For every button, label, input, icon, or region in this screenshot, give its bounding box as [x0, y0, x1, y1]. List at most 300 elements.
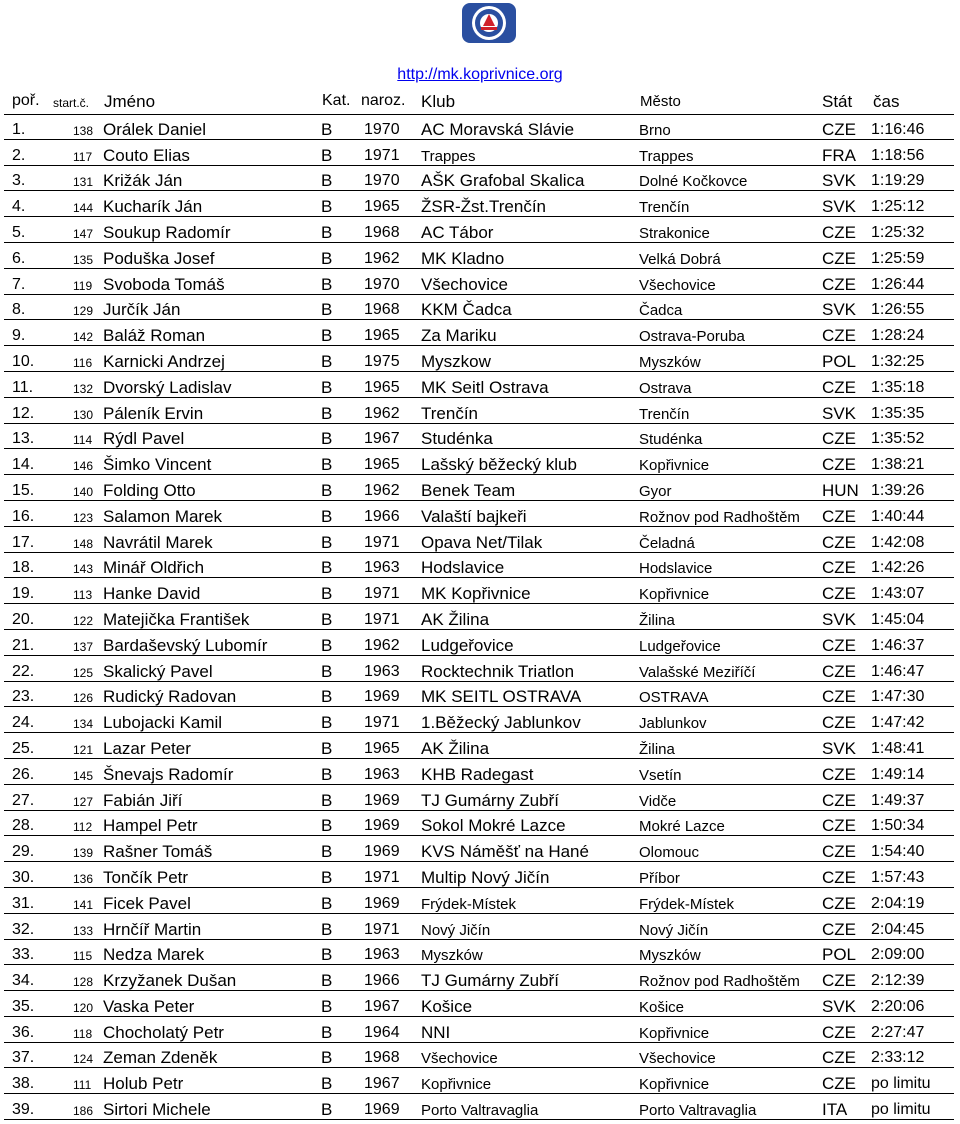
name-cell: Karnicki Andrzej	[103, 351, 225, 371]
start-number-cell: 111	[73, 1078, 92, 1093]
country-cell: CZE	[822, 661, 856, 681]
start-number-cell: 186	[73, 1104, 94, 1119]
name-cell: Hanke David	[103, 584, 201, 604]
time-cell: 1:42:08	[871, 533, 925, 551]
time-cell: 1:39:26	[871, 481, 925, 499]
table-row	[4, 269, 954, 295]
name-cell: Páleník Ervin	[103, 403, 204, 423]
category-cell: B	[321, 1022, 333, 1042]
club-cell: Trappes	[421, 147, 476, 165]
category-cell: B	[321, 1100, 333, 1120]
city-cell: Olomouc	[639, 844, 700, 862]
table-row	[4, 191, 954, 217]
club-cell: AŠK Grafobal Skalica	[421, 171, 585, 191]
start-number-cell: 132	[73, 381, 94, 396]
birth-year-cell: 1971	[364, 146, 400, 164]
time-cell: 1:49:14	[871, 765, 925, 783]
table-row	[4, 140, 954, 166]
club-cell: Frýdek-Místek	[421, 895, 517, 913]
table-row	[4, 449, 954, 475]
city-cell: Rožnov pod Radhoštěm	[639, 973, 800, 991]
country-cell: CZE	[822, 326, 856, 346]
club-cell: Košice	[421, 996, 473, 1016]
rank-cell: 12.	[12, 404, 35, 422]
birth-year-cell: 1968	[364, 223, 400, 241]
club-cell: MK SEITL OSTRAVA	[421, 687, 582, 707]
start-number-cell: 145	[73, 768, 94, 783]
rank-cell: 3.	[12, 172, 26, 190]
category-cell: B	[321, 661, 333, 681]
country-cell: CZE	[822, 248, 856, 268]
time-cell: 1:28:24	[871, 327, 925, 345]
city-cell: Kopřivnice	[639, 457, 710, 475]
club-cell: KKM Čadca	[421, 300, 512, 320]
name-cell: Chocholatý Petr	[103, 1022, 224, 1042]
website-link[interactable]: http://mk.koprivnice.org	[397, 66, 563, 83]
country-cell: CZE	[822, 764, 856, 784]
time-cell: 1:46:37	[871, 636, 925, 654]
header-kat: Kat.	[322, 92, 351, 109]
time-cell: 1:32:25	[871, 352, 925, 370]
category-cell: B	[321, 248, 333, 268]
name-cell: Hampel Petr	[103, 816, 198, 836]
start-number-cell: 137	[73, 639, 94, 654]
table-row	[4, 785, 954, 811]
country-cell: FRA	[822, 145, 856, 165]
category-cell: B	[321, 790, 333, 810]
time-cell: po limitu	[871, 1075, 931, 1093]
rank-cell: 28.	[12, 817, 35, 835]
header-rank: poř.	[12, 92, 40, 109]
table-row	[4, 862, 954, 888]
club-cell: KVS Náměšť na Hané	[421, 842, 589, 862]
rank-cell: 9.	[12, 327, 26, 345]
rank-cell: 11.	[12, 378, 34, 396]
time-cell: 2:04:19	[871, 894, 925, 912]
table-row	[4, 914, 954, 940]
time-cell: 2:12:39	[871, 972, 925, 990]
city-cell: Trappes	[639, 147, 694, 165]
category-cell: B	[321, 506, 333, 526]
header-state: Stát	[822, 92, 853, 111]
start-number-cell: 141	[73, 897, 94, 912]
country-cell: SVK	[822, 996, 857, 1016]
club-cell: Nový Jičín	[421, 921, 491, 939]
name-cell: Holub Petr	[103, 1074, 184, 1094]
club-cell: MK Seitl Ostrava	[421, 377, 549, 397]
start-number-cell: 125	[73, 665, 94, 680]
city-cell: Žilina	[639, 611, 675, 629]
time-cell: 1:18:56	[871, 146, 925, 164]
category-cell: B	[321, 197, 333, 217]
country-cell: CZE	[822, 687, 856, 707]
city-cell: Trenčín	[639, 405, 690, 423]
start-number-cell: 148	[73, 536, 94, 551]
table-row	[4, 217, 954, 243]
category-cell: B	[321, 842, 333, 862]
time-cell: 1:38:21	[871, 456, 925, 474]
name-cell: Soukup Radomír	[103, 222, 231, 242]
country-cell: CZE	[822, 558, 856, 578]
table-row	[4, 424, 954, 450]
birth-year-cell: 1965	[364, 378, 400, 396]
city-cell: Myszków	[639, 353, 701, 371]
start-number-cell: 142	[73, 330, 94, 345]
start-number-cell: 119	[73, 278, 93, 293]
start-number-cell: 115	[73, 949, 93, 964]
name-cell: Folding Otto	[103, 480, 196, 500]
country-cell: CZE	[822, 635, 856, 655]
club-cell: Studénka	[421, 429, 493, 449]
name-cell: Krzyžanek Dušan	[103, 971, 237, 991]
city-cell: Rožnov pod Radhoštěm	[639, 508, 800, 526]
rank-cell: 19.	[12, 585, 35, 603]
rank-cell: 39.	[12, 1101, 35, 1119]
name-cell: Nedza Marek	[103, 945, 205, 965]
city-cell: Ludgeřovice	[639, 637, 721, 655]
birth-year-cell: 1965	[364, 327, 400, 345]
club-cell: NNI	[421, 1022, 451, 1042]
category-cell: B	[321, 687, 333, 707]
start-number-cell: 128	[73, 975, 94, 990]
club-cell: Porto Valtravaglia	[421, 1102, 539, 1120]
category-cell: B	[321, 816, 333, 836]
table-row	[4, 940, 954, 966]
category-cell: B	[321, 1074, 333, 1094]
name-cell: Baláž Roman	[103, 326, 206, 346]
country-cell: POL	[822, 351, 857, 371]
start-number-cell: 121	[73, 742, 94, 757]
country-cell: SVK	[822, 609, 857, 629]
table-row	[4, 166, 954, 192]
table-row	[4, 888, 954, 914]
country-cell: CZE	[822, 532, 856, 552]
rank-cell: 30.	[12, 868, 35, 886]
city-cell: Kopřivnice	[639, 1024, 710, 1042]
start-number-cell: 130	[73, 407, 94, 422]
rank-cell: 24.	[12, 714, 35, 732]
rank-cell: 26.	[12, 765, 35, 783]
country-cell: CZE	[822, 842, 856, 862]
city-cell: Studénka	[639, 431, 703, 449]
start-number-cell: 113	[73, 588, 93, 603]
time-cell: 1:19:29	[871, 172, 925, 190]
name-cell: Orálek Daniel	[103, 119, 206, 139]
birth-year-cell: 1966	[364, 972, 400, 990]
time-cell: 1:25:32	[871, 223, 925, 241]
country-cell: POL	[822, 945, 857, 965]
rank-cell: 10.	[12, 352, 35, 370]
name-cell: Dvorský Ladislav	[103, 377, 232, 397]
birth-year-cell: 1971	[364, 920, 400, 938]
birth-year-cell: 1967	[364, 1075, 400, 1093]
country-cell: CZE	[822, 1022, 856, 1042]
birth-year-cell: 1968	[364, 301, 400, 319]
birth-year-cell: 1967	[364, 430, 400, 448]
time-cell: 1:54:40	[871, 843, 925, 861]
birth-year-cell: 1969	[364, 894, 400, 912]
rank-cell: 32.	[12, 920, 35, 938]
club-cell: TJ Gumárny Zubří	[421, 971, 559, 991]
club-cell: Benek Team	[421, 480, 516, 500]
country-cell: CZE	[822, 816, 856, 836]
start-number-cell: 124	[73, 1052, 94, 1067]
rank-cell: 35.	[12, 997, 35, 1015]
birth-year-cell: 1969	[364, 1101, 400, 1119]
category-cell: B	[321, 584, 333, 604]
category-cell: B	[321, 996, 333, 1016]
time-cell: 1:46:47	[871, 662, 925, 680]
birth-year-cell: 1966	[364, 507, 400, 525]
birth-year-cell: 1962	[364, 636, 400, 654]
rank-cell: 33.	[12, 946, 35, 964]
rank-cell: 23.	[12, 688, 35, 706]
rank-cell: 22.	[12, 662, 35, 680]
table-row	[4, 682, 954, 708]
country-cell: CZE	[822, 919, 856, 939]
country-cell: ITA	[822, 1100, 848, 1120]
birth-year-cell: 1965	[364, 456, 400, 474]
country-cell: SVK	[822, 403, 857, 423]
rank-cell: 20.	[12, 610, 35, 628]
club-cell: Opava Net/Tilak	[421, 532, 543, 552]
birth-year-cell: 1969	[364, 817, 400, 835]
category-cell: B	[321, 532, 333, 552]
name-cell: Kucharík Ján	[103, 197, 203, 217]
start-number-cell: 135	[73, 252, 94, 267]
category-cell: B	[321, 764, 333, 784]
club-cell: Za Mariku	[421, 326, 497, 346]
start-number-cell: 146	[73, 459, 94, 474]
header-name: Jméno	[104, 92, 156, 111]
table-row	[4, 759, 954, 785]
race-logo	[461, 2, 517, 44]
category-cell: B	[321, 558, 333, 578]
start-number-cell: 117	[73, 149, 93, 164]
club-cell: ŽSR-Žst.Trenčín	[421, 197, 546, 217]
city-cell: Čeladná	[639, 534, 695, 552]
category-cell: B	[321, 300, 333, 320]
time-cell: 1:16:46	[871, 120, 925, 138]
name-cell: Lazar Peter	[103, 738, 191, 758]
country-cell: CZE	[822, 506, 856, 526]
birth-year-cell: 1964	[364, 1023, 400, 1041]
country-cell: CZE	[822, 790, 856, 810]
name-cell: Rudický Radovan	[103, 687, 237, 707]
club-cell: AK Žilina	[421, 609, 490, 629]
table-row	[4, 114, 954, 140]
time-cell: 2:09:00	[871, 946, 925, 964]
name-cell: Minář Oldřich	[103, 558, 205, 578]
name-cell: Šimko Vincent	[103, 455, 212, 475]
club-cell: KHB Radegast	[421, 764, 534, 784]
rank-cell: 18.	[12, 559, 35, 577]
start-number-cell: 118	[73, 1026, 93, 1041]
header-city: Město	[640, 93, 681, 110]
time-cell: 1:26:44	[871, 275, 925, 293]
country-cell: CZE	[822, 455, 856, 475]
category-cell: B	[321, 971, 333, 991]
category-cell: B	[321, 171, 333, 191]
start-number-cell: 143	[73, 562, 94, 577]
birth-year-cell: 1965	[364, 198, 400, 216]
table-row	[4, 1068, 954, 1094]
city-cell: Brno	[639, 121, 671, 139]
country-cell: CZE	[822, 1074, 856, 1094]
country-cell: CZE	[822, 584, 856, 604]
city-cell: Košice	[639, 998, 685, 1016]
club-cell: Myszków	[421, 947, 483, 965]
country-cell: SVK	[822, 197, 857, 217]
start-number-cell: 147	[73, 226, 94, 241]
name-cell: Rýdl Pavel	[103, 429, 185, 449]
table-row	[4, 811, 954, 837]
rank-cell: 2.	[12, 146, 26, 164]
category-cell: B	[321, 480, 333, 500]
club-cell: Rocktechnik Triatlon	[421, 661, 575, 681]
birth-year-cell: 1969	[364, 843, 400, 861]
start-number-cell: 136	[73, 871, 94, 886]
rank-cell: 15.	[12, 481, 35, 499]
country-cell: CZE	[822, 893, 856, 913]
table-row	[4, 1017, 954, 1043]
category-cell: B	[321, 377, 333, 397]
category-cell: B	[321, 738, 333, 758]
time-cell: 1:48:41	[871, 739, 925, 757]
category-cell: B	[321, 351, 333, 371]
category-cell: B	[321, 919, 333, 939]
rank-cell: 7.	[12, 275, 26, 293]
category-cell: B	[321, 145, 333, 165]
club-cell: Ludgeřovice	[421, 635, 514, 655]
table-row	[4, 965, 954, 991]
birth-year-cell: 1975	[364, 352, 400, 370]
city-cell: Trenčín	[639, 199, 690, 217]
category-cell: B	[321, 893, 333, 913]
city-cell: Strakonice	[639, 224, 710, 242]
club-cell: Hodslavice	[421, 558, 505, 578]
city-cell: Vsetín	[639, 766, 682, 784]
time-cell: 1:57:43	[871, 868, 925, 886]
rank-cell: 1.	[12, 120, 26, 138]
rank-cell: 6.	[12, 249, 26, 267]
rank-cell: 34.	[12, 972, 35, 990]
city-cell: Frýdek-Místek	[639, 895, 735, 913]
rank-cell: 14.	[12, 456, 35, 474]
rank-cell: 16.	[12, 507, 35, 525]
table-row	[4, 630, 954, 656]
name-cell: Couto Elias	[103, 145, 190, 165]
country-cell: CZE	[822, 429, 856, 449]
time-cell: 2:33:12	[871, 1049, 925, 1067]
table-row	[4, 656, 954, 682]
birth-year-cell: 1970	[364, 172, 400, 190]
club-cell: Sokol Mokré Lazce	[421, 816, 566, 836]
header-year: naroz.	[361, 92, 406, 109]
category-cell: B	[321, 867, 333, 887]
rank-cell: 36.	[12, 1023, 35, 1041]
city-cell: Ostrava	[639, 379, 692, 397]
start-number-cell: 116	[73, 355, 93, 370]
country-cell: CZE	[822, 222, 856, 242]
start-number-cell: 134	[73, 717, 94, 732]
birth-year-cell: 1971	[364, 714, 400, 732]
time-cell: 2:27:47	[871, 1023, 925, 1041]
rank-cell: 8.	[12, 301, 26, 319]
birth-year-cell: 1962	[364, 249, 400, 267]
country-cell: SVK	[822, 300, 857, 320]
city-cell: Vidče	[639, 792, 677, 810]
start-number-cell: 123	[73, 510, 94, 525]
category-cell: B	[321, 429, 333, 449]
rank-cell: 29.	[12, 843, 35, 861]
club-cell: AK Žilina	[421, 738, 490, 758]
club-cell: Lašský běžecký klub	[421, 455, 577, 475]
name-cell: Matejička František	[103, 609, 250, 629]
time-cell: 1:26:55	[871, 301, 925, 319]
birth-year-cell: 1970	[364, 275, 400, 293]
city-cell: Příbor	[639, 869, 680, 887]
rank-cell: 31.	[12, 894, 35, 912]
country-cell: HUN	[822, 480, 859, 500]
start-number-cell: 114	[73, 433, 93, 448]
club-cell: Všechovice	[421, 1050, 498, 1068]
name-cell: Sirtori Michele	[103, 1100, 211, 1120]
category-cell: B	[321, 635, 333, 655]
birth-year-cell: 1963	[364, 765, 400, 783]
club-cell: 1.Běžecký Jablunkov	[421, 713, 581, 733]
name-cell: Tončík Petr	[103, 867, 189, 887]
start-number-cell: 139	[73, 846, 94, 861]
start-number-cell: 129	[73, 304, 94, 319]
table-row	[4, 243, 954, 269]
category-cell: B	[321, 945, 333, 965]
results-table	[4, 114, 954, 1120]
time-cell: 1:49:37	[871, 791, 925, 809]
country-cell: SVK	[822, 738, 857, 758]
header-club: Klub	[421, 92, 456, 111]
time-cell: 1:50:34	[871, 817, 925, 835]
club-cell: TJ Gumárny Zubří	[421, 790, 559, 810]
start-number-cell: 133	[73, 923, 94, 938]
birth-year-cell: 1963	[364, 946, 400, 964]
birth-year-cell: 1970	[364, 120, 400, 138]
country-cell: SVK	[822, 171, 857, 191]
club-cell: Myszkow	[421, 351, 491, 371]
club-cell: AC Moravská Slávie	[421, 119, 575, 139]
city-cell: Jablunkov	[639, 715, 707, 733]
time-cell: po limitu	[871, 1101, 931, 1119]
table-row	[4, 501, 954, 527]
club-cell: Všechovice	[421, 274, 508, 294]
start-number-cell: 120	[73, 1000, 94, 1015]
birth-year-cell: 1962	[364, 481, 400, 499]
time-cell: 1:40:44	[871, 507, 925, 525]
birth-year-cell: 1962	[364, 404, 400, 422]
start-number-cell: 140	[73, 484, 94, 499]
name-cell: Rašner Tomáš	[103, 842, 213, 862]
table-row	[4, 1094, 954, 1120]
time-cell: 1:35:35	[871, 404, 925, 422]
table-row	[4, 295, 954, 321]
club-cell: Kopřivnice	[421, 1076, 492, 1094]
time-cell: 1:45:04	[871, 610, 925, 628]
category-cell: B	[321, 119, 333, 139]
category-cell: B	[321, 713, 333, 733]
rank-cell: 4.	[12, 198, 26, 216]
category-cell: B	[321, 274, 333, 294]
table-row	[4, 372, 954, 398]
